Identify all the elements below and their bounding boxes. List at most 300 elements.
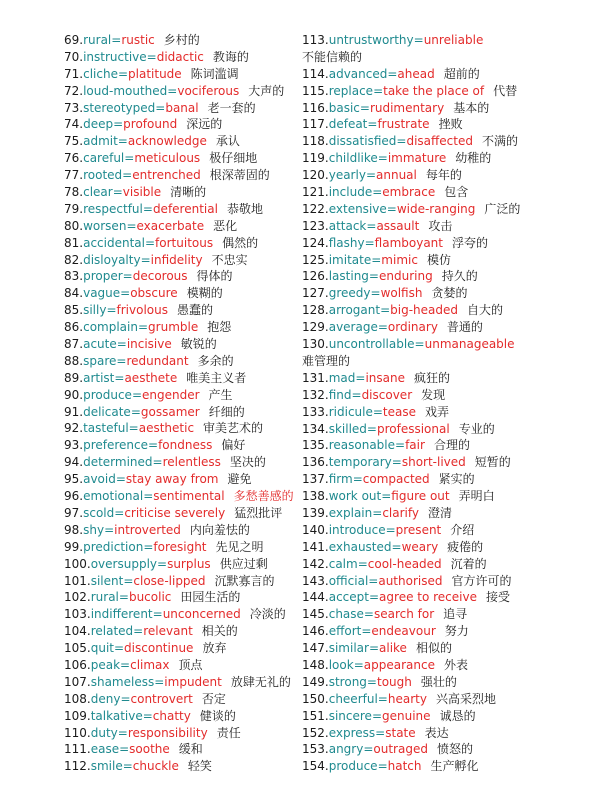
synonym: assault bbox=[376, 218, 420, 233]
equals-sign: = bbox=[387, 66, 398, 81]
equals-sign: = bbox=[117, 66, 129, 81]
chinese-meaning: 普通的 bbox=[446, 320, 483, 335]
equals-sign: = bbox=[373, 83, 384, 98]
chinese-meaning: 深远的 bbox=[186, 117, 223, 132]
synonym: disaffected bbox=[406, 134, 473, 149]
synonym: decorous bbox=[132, 269, 188, 284]
synonym: engender bbox=[142, 387, 200, 402]
equals-sign: = bbox=[377, 759, 388, 774]
headword: work out bbox=[328, 489, 382, 504]
equals-sign: = bbox=[122, 759, 133, 774]
equals-sign: = bbox=[380, 303, 391, 318]
equals-sign: = bbox=[413, 33, 424, 47]
chinese-meaning: 紧实的 bbox=[438, 472, 475, 487]
equals-sign: = bbox=[364, 235, 375, 250]
equals-sign: = bbox=[143, 539, 154, 554]
synonym: ahead bbox=[397, 66, 435, 81]
equals-sign: = bbox=[142, 708, 153, 723]
synonym: fair bbox=[405, 438, 425, 453]
chinese-meaning: 包含 bbox=[444, 185, 469, 200]
synonym: insane bbox=[365, 370, 405, 385]
headword: angry bbox=[328, 742, 364, 757]
synonym: aesthete bbox=[124, 370, 178, 385]
vocab-entry bbox=[64, 741, 296, 758]
entry-number: 142. bbox=[302, 556, 329, 571]
entry-number: 72. bbox=[64, 83, 84, 98]
entry-number: 98. bbox=[64, 522, 84, 537]
entry-number: 123. bbox=[302, 218, 329, 233]
entry-number: 140. bbox=[302, 522, 329, 537]
equals-sign: = bbox=[113, 117, 124, 132]
entry-number: 80. bbox=[64, 218, 84, 233]
equals-sign: = bbox=[106, 303, 117, 318]
headword: arrogant bbox=[328, 303, 381, 318]
vocab-entry bbox=[302, 83, 602, 100]
entry-number: 137. bbox=[302, 472, 329, 487]
vocab-entry bbox=[302, 319, 602, 336]
equals-sign: = bbox=[386, 201, 397, 216]
entry-number: 102. bbox=[64, 590, 91, 605]
synonym: compacted bbox=[362, 472, 430, 487]
chinese-meaning: 外表 bbox=[443, 657, 468, 672]
chinese-meaning: 疯狂的 bbox=[414, 370, 451, 385]
synonym: hearty bbox=[387, 691, 427, 706]
headword: exhausted bbox=[328, 539, 392, 554]
synonym: redundant bbox=[126, 353, 189, 368]
headword: delicate bbox=[83, 404, 131, 419]
headword: silly bbox=[83, 303, 107, 318]
headword: ease bbox=[90, 742, 120, 757]
chinese-meaning: 兴高采烈地 bbox=[435, 691, 496, 706]
vocab-entry bbox=[302, 454, 602, 471]
equals-sign: = bbox=[117, 725, 128, 740]
synonym: outraged bbox=[373, 742, 428, 757]
vocab-entry bbox=[64, 589, 296, 606]
vocab-entry bbox=[302, 556, 602, 573]
vocab-entry bbox=[302, 539, 602, 556]
entry-number: 125. bbox=[302, 252, 329, 267]
headword: scold bbox=[83, 505, 115, 520]
headword: similar bbox=[328, 641, 369, 656]
synonym: take the place of bbox=[383, 83, 485, 98]
synonym: impudent bbox=[164, 674, 222, 689]
headword: complain bbox=[83, 320, 138, 335]
entry-number: 101. bbox=[64, 573, 91, 588]
headword: include bbox=[328, 185, 373, 200]
chinese-meaning: 不满的 bbox=[481, 134, 518, 149]
headword: quit bbox=[90, 641, 114, 656]
entry-number: 74. bbox=[64, 117, 84, 132]
entry-number: 133. bbox=[302, 404, 329, 419]
entry-number: 100. bbox=[64, 556, 91, 571]
equals-sign: = bbox=[146, 49, 157, 64]
chinese-meaning: 努力 bbox=[444, 624, 469, 639]
headword: oversupply bbox=[90, 556, 158, 571]
vocab-entry bbox=[302, 758, 602, 775]
synonym: wide-ranging bbox=[396, 201, 476, 216]
synonym: rustic bbox=[121, 33, 155, 47]
entry-number: 143. bbox=[302, 573, 329, 588]
entry-number: 97. bbox=[64, 505, 84, 520]
headword: artist bbox=[83, 370, 115, 385]
headword: smile bbox=[90, 759, 123, 774]
headword: rooted bbox=[83, 168, 123, 183]
entry-number: 144. bbox=[302, 590, 329, 605]
headword: find bbox=[328, 387, 352, 402]
equals-sign: = bbox=[104, 522, 115, 537]
equals-sign: = bbox=[131, 387, 142, 402]
headword: rural bbox=[83, 33, 112, 47]
equals-sign: = bbox=[371, 708, 383, 723]
equals-sign: = bbox=[120, 286, 131, 301]
vocab-entry bbox=[302, 252, 602, 269]
synonym: vociferous bbox=[177, 83, 240, 98]
headword: explain bbox=[328, 505, 373, 520]
synonym: agree to receive bbox=[379, 590, 477, 605]
equals-sign: = bbox=[124, 151, 135, 166]
chinese-meaning: 合理的 bbox=[433, 438, 470, 453]
entry-number: 147. bbox=[302, 641, 329, 656]
synonym: banal bbox=[165, 100, 199, 115]
entry-number: 77. bbox=[64, 168, 84, 183]
headword: careful bbox=[83, 151, 125, 166]
entry-number: 109. bbox=[64, 708, 91, 723]
entry-number: 85. bbox=[64, 303, 84, 318]
headword: chase bbox=[328, 607, 364, 622]
chinese-meaning: 多余的 bbox=[197, 353, 234, 368]
equals-sign: = bbox=[123, 573, 134, 588]
synonym: climax bbox=[130, 657, 170, 672]
headword: effort bbox=[328, 624, 362, 639]
vocab-entry bbox=[64, 336, 296, 353]
vocab-entry bbox=[302, 657, 602, 674]
headword: imitate bbox=[328, 252, 372, 267]
vocab-entry bbox=[64, 505, 296, 522]
chinese-meaning: 生产孵化 bbox=[430, 759, 479, 774]
chinese-meaning: 难管理的 bbox=[302, 353, 351, 368]
entry-number: 111. bbox=[64, 742, 91, 757]
chinese-meaning: 攻击 bbox=[428, 218, 453, 233]
chinese-meaning: 沉着的 bbox=[450, 556, 487, 571]
chinese-meaning: 超前的 bbox=[443, 66, 480, 81]
headword: cheerful bbox=[328, 691, 378, 706]
headword: deep bbox=[83, 117, 114, 132]
equals-sign: = bbox=[114, 505, 125, 520]
vocab-entry bbox=[302, 691, 602, 708]
chinese-meaning: 表达 bbox=[424, 725, 449, 740]
vocab-entry bbox=[302, 725, 602, 742]
vocab-entry bbox=[302, 741, 602, 758]
chinese-meaning: 恶化 bbox=[213, 218, 238, 233]
chinese-meaning: 根深蒂固的 bbox=[209, 168, 270, 183]
chinese-meaning: 相似的 bbox=[415, 641, 452, 656]
headword: strong bbox=[328, 674, 367, 689]
headword: vague bbox=[83, 286, 121, 301]
chinese-meaning: 审美艺术的 bbox=[203, 421, 264, 436]
headword: sincere bbox=[328, 708, 372, 723]
equals-sign: = bbox=[372, 404, 383, 419]
entry-number: 78. bbox=[64, 185, 84, 200]
chinese-meaning: 恭敬地 bbox=[226, 201, 263, 216]
chinese-meaning: 浮夸的 bbox=[451, 235, 488, 250]
synonym: sentimental bbox=[153, 489, 225, 504]
equals-sign: = bbox=[366, 421, 377, 436]
equals-sign: = bbox=[366, 218, 377, 233]
chinese-meaning: 田园生活的 bbox=[180, 590, 241, 605]
synonym: gossamer bbox=[140, 404, 200, 419]
headword: rural bbox=[90, 590, 119, 605]
headword: silent bbox=[90, 573, 124, 588]
entry-number: 83. bbox=[64, 269, 84, 284]
chinese-meaning: 自大的 bbox=[467, 303, 504, 318]
chinese-meaning: 沉默寡言的 bbox=[214, 573, 275, 588]
synonym: acknowledge bbox=[127, 134, 207, 149]
headword: untrustworthy bbox=[328, 33, 414, 47]
equals-sign: = bbox=[140, 252, 151, 267]
entry-number: 90. bbox=[64, 387, 84, 402]
synonym: rudimentary bbox=[369, 100, 445, 115]
equals-sign: = bbox=[365, 168, 376, 183]
entry-number: 76. bbox=[64, 151, 84, 166]
entry-number: 87. bbox=[64, 337, 84, 352]
headword: spare bbox=[83, 353, 117, 368]
equals-sign: = bbox=[414, 337, 425, 352]
chinese-meaning: 偏好 bbox=[221, 438, 246, 453]
synonym: genuine bbox=[382, 708, 431, 723]
equals-sign: = bbox=[368, 590, 380, 605]
headword: childlike bbox=[328, 151, 378, 166]
headword: prediction bbox=[83, 539, 144, 554]
chinese-meaning: 专业的 bbox=[458, 421, 495, 436]
chinese-meaning: 疲倦的 bbox=[447, 539, 484, 554]
chinese-meaning: 愚蠢的 bbox=[176, 303, 213, 318]
entry-number: 141. bbox=[302, 539, 329, 554]
synonym: discover bbox=[361, 387, 413, 402]
synonym: mimic bbox=[381, 252, 418, 267]
synonym: exacerbate bbox=[136, 218, 205, 233]
equals-sign: = bbox=[155, 100, 166, 115]
vocab-entry bbox=[302, 387, 602, 404]
equals-sign: = bbox=[117, 134, 128, 149]
chinese-meaning: 避免 bbox=[227, 472, 252, 487]
vocab-entry bbox=[302, 302, 602, 319]
headword: accidental bbox=[83, 235, 145, 250]
entry-number: 114. bbox=[302, 66, 329, 81]
synonym: weary bbox=[401, 539, 439, 554]
synonym: short-lived bbox=[401, 455, 466, 470]
synonym: controvert bbox=[130, 691, 193, 706]
synonym: meticulous bbox=[134, 151, 201, 166]
synonym: frustrate bbox=[377, 117, 430, 132]
synonym: embrace bbox=[382, 185, 436, 200]
vocab-entry bbox=[64, 100, 296, 117]
chinese-meaning: 放肆无礼的 bbox=[230, 674, 291, 689]
synonym: close-lipped bbox=[133, 573, 206, 588]
headword: peak bbox=[90, 657, 121, 672]
headword: accept bbox=[328, 590, 369, 605]
entry-number: 104. bbox=[64, 624, 91, 639]
headword: proper bbox=[83, 269, 123, 284]
equals-sign: = bbox=[372, 185, 383, 200]
vocab-entry bbox=[64, 606, 296, 623]
vocab-entry bbox=[302, 116, 602, 133]
chinese-meaning: 先见之明 bbox=[215, 539, 264, 554]
chinese-meaning: 发现 bbox=[421, 387, 446, 402]
synonym: unconcerned bbox=[162, 607, 241, 622]
chinese-meaning: 接受 bbox=[485, 590, 510, 605]
entry-number: 84. bbox=[64, 286, 84, 301]
vocab-entry bbox=[64, 184, 296, 201]
equals-sign: = bbox=[359, 100, 370, 115]
equals-sign: = bbox=[112, 185, 123, 200]
vocab-entry bbox=[302, 708, 602, 725]
chinese-meaning: 健谈的 bbox=[199, 708, 236, 723]
equals-sign: = bbox=[372, 505, 383, 520]
entry-number: 96. bbox=[64, 489, 84, 504]
synonym: state bbox=[385, 725, 416, 740]
equals-sign: = bbox=[120, 691, 131, 706]
chinese-meaning: 不忠实 bbox=[211, 252, 248, 267]
synonym: criticise severely bbox=[124, 505, 226, 520]
entry-number: 70. bbox=[64, 49, 84, 64]
equals-sign: = bbox=[385, 522, 396, 537]
headword: advanced bbox=[328, 66, 388, 81]
headword: uncontrollable bbox=[328, 337, 415, 352]
headword: extensive bbox=[328, 201, 387, 216]
equals-sign: = bbox=[116, 337, 127, 352]
equals-sign: = bbox=[368, 641, 380, 656]
chinese-meaning: 缓和 bbox=[178, 742, 203, 757]
chinese-meaning: 幼稚的 bbox=[455, 151, 492, 166]
vocab-entry bbox=[64, 268, 296, 285]
vocab-entry bbox=[302, 32, 602, 66]
synonym: visible bbox=[122, 185, 162, 200]
vocab-entry bbox=[64, 235, 296, 252]
equals-sign: = bbox=[119, 742, 130, 757]
equals-sign: = bbox=[368, 573, 379, 588]
vocab-entry bbox=[64, 387, 296, 404]
equals-sign: = bbox=[396, 134, 407, 149]
headword: express bbox=[328, 725, 376, 740]
chinese-meaning: 供应过剩 bbox=[219, 556, 268, 571]
vocab-entry bbox=[64, 691, 296, 708]
vocab-entry bbox=[64, 454, 296, 471]
equals-sign: = bbox=[122, 168, 133, 183]
headword: produce bbox=[83, 387, 132, 402]
vocab-entry bbox=[64, 437, 296, 454]
entry-number: 115. bbox=[302, 83, 329, 98]
chinese-meaning: 相关的 bbox=[201, 624, 238, 639]
vocab-entry bbox=[302, 606, 602, 623]
chinese-meaning: 清晰的 bbox=[170, 185, 207, 200]
headword: lasting bbox=[328, 269, 369, 284]
headword: mad bbox=[328, 370, 356, 385]
chinese-meaning: 弄明白 bbox=[458, 489, 495, 504]
entry-number: 145. bbox=[302, 607, 329, 622]
chinese-meaning: 多愁善感的 bbox=[233, 489, 294, 504]
headword: acute bbox=[83, 337, 117, 352]
vocab-entry bbox=[302, 201, 602, 218]
headword: instructive bbox=[83, 49, 147, 64]
equals-sign: = bbox=[144, 235, 156, 250]
equals-sign: = bbox=[126, 218, 137, 233]
entry-number: 146. bbox=[302, 624, 329, 639]
chinese-meaning: 教诲的 bbox=[212, 49, 249, 64]
headword: ridicule bbox=[328, 404, 373, 419]
synonym: obscure bbox=[130, 286, 178, 301]
synonym: relevant bbox=[143, 624, 193, 639]
vocab-entry bbox=[302, 268, 602, 285]
equals-sign: = bbox=[371, 252, 382, 267]
synonym: flamboyant bbox=[374, 235, 443, 250]
entry-number: 134. bbox=[302, 421, 329, 436]
chinese-meaning: 乡村的 bbox=[163, 33, 200, 47]
entry-number: 106. bbox=[64, 657, 91, 672]
equals-sign: = bbox=[352, 472, 363, 487]
equals-sign: = bbox=[353, 657, 364, 672]
vocab-entry bbox=[64, 674, 296, 691]
entry-number: 89. bbox=[64, 370, 84, 385]
synonym: endeavour bbox=[371, 624, 436, 639]
vocab-entry bbox=[64, 725, 296, 742]
equals-sign: = bbox=[351, 387, 362, 402]
entry-number: 148. bbox=[302, 657, 329, 672]
chinese-meaning: 广泛的 bbox=[484, 201, 521, 216]
synonym: fortuitous bbox=[155, 235, 214, 250]
headword: produce bbox=[328, 759, 378, 774]
headword: clear bbox=[83, 185, 113, 200]
entry-number: 131. bbox=[302, 370, 329, 385]
entry-number: 86. bbox=[64, 320, 84, 335]
equals-sign: = bbox=[143, 489, 154, 504]
synonym: chuckle bbox=[132, 759, 179, 774]
headword: basic bbox=[328, 100, 360, 115]
vocab-entry bbox=[302, 218, 602, 235]
vocab-entry bbox=[64, 150, 296, 167]
entry-number: 69. bbox=[64, 33, 84, 47]
equals-sign: = bbox=[368, 269, 379, 284]
synonym: appearance bbox=[363, 657, 435, 672]
entry-number: 75. bbox=[64, 134, 84, 149]
vocab-entry bbox=[64, 201, 296, 218]
entry-number: 94. bbox=[64, 455, 84, 470]
vocab-entry bbox=[302, 184, 602, 201]
vocab-entry bbox=[302, 674, 602, 691]
right-column bbox=[302, 32, 602, 775]
equals-sign: = bbox=[391, 539, 402, 554]
vocab-entry bbox=[64, 657, 296, 674]
synonym: responsibility bbox=[127, 725, 208, 740]
equals-sign: = bbox=[361, 624, 372, 639]
synonym: stay away from bbox=[125, 472, 219, 487]
vocab-entry bbox=[64, 640, 296, 657]
vocab-entry bbox=[64, 218, 296, 235]
headword: determined bbox=[83, 455, 153, 470]
synonym: authorised bbox=[378, 573, 443, 588]
vocab-entry bbox=[302, 66, 602, 83]
vocab-entry bbox=[64, 708, 296, 725]
headword: flashy bbox=[328, 235, 365, 250]
equals-sign: = bbox=[115, 472, 126, 487]
entry-number: 154. bbox=[302, 759, 329, 774]
chinese-meaning: 每年的 bbox=[425, 168, 462, 183]
equals-sign: = bbox=[154, 674, 165, 689]
vocab-entry bbox=[64, 167, 296, 184]
equals-sign: = bbox=[142, 201, 153, 216]
headword: talkative bbox=[90, 708, 143, 723]
vocab-entry bbox=[302, 522, 602, 539]
chinese-meaning: 戏弄 bbox=[425, 404, 450, 419]
